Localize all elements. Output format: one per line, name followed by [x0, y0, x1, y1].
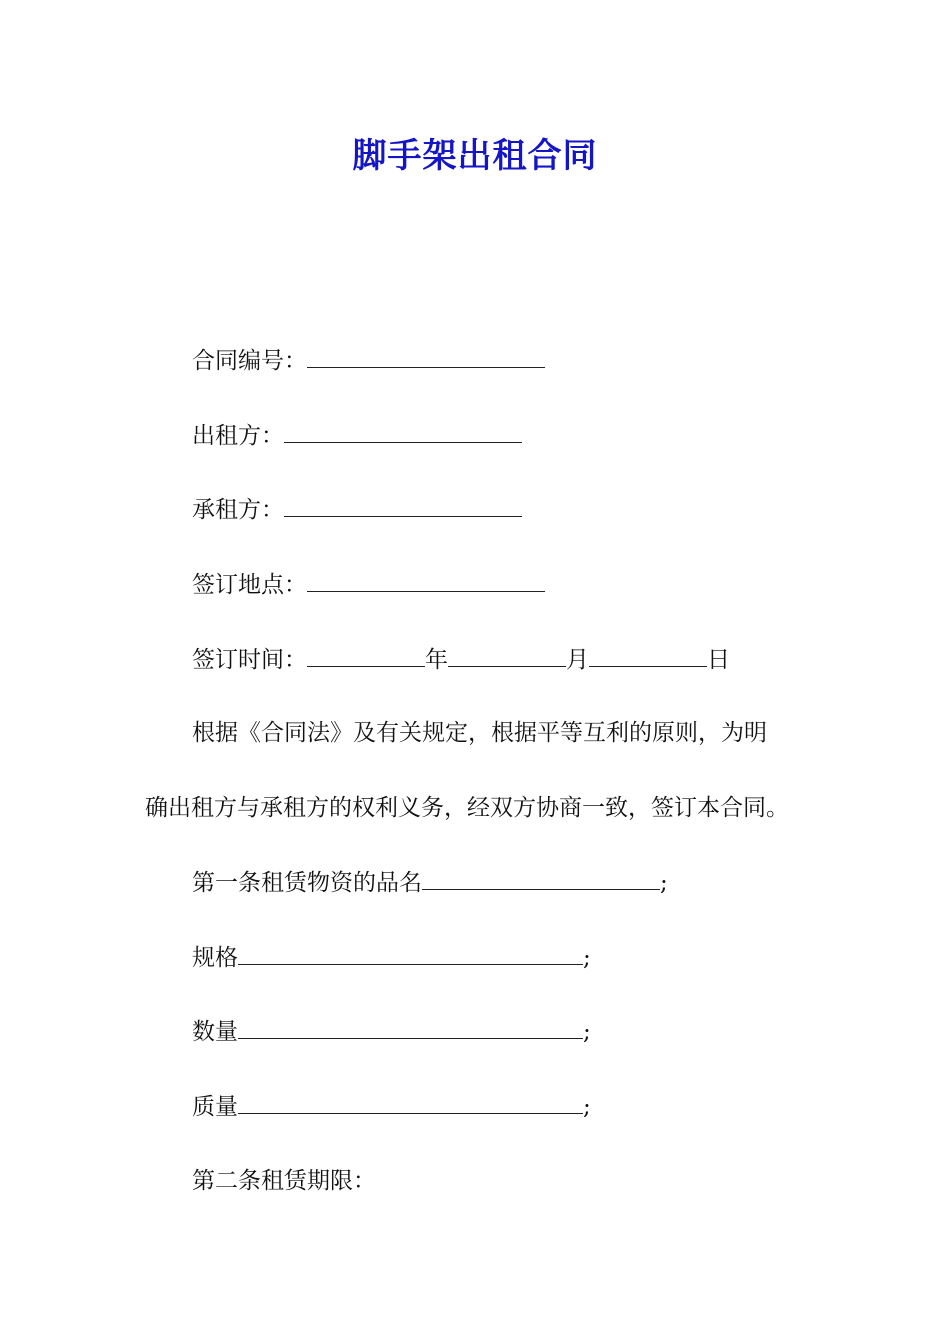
lessor-blank [284, 420, 522, 443]
article1-name-blank [422, 867, 660, 890]
article1-quality-label: 质量 [192, 1094, 238, 1120]
article1-spec-label: 规格 [192, 945, 238, 971]
signing-place-blank [307, 569, 545, 592]
article1-quantity-label: 数量 [192, 1019, 238, 1045]
intro-line-1: 根据《合同法》及有关规定，根据平等互利的原则，为明 [192, 720, 767, 746]
article1-quality-end: ; [583, 1094, 591, 1120]
article1-name-label: 第一条租赁物资的品名 [192, 870, 422, 896]
article1-quality-line [192, 1091, 591, 1122]
article1-spec-blank [238, 942, 583, 965]
lessor-label: 出租方： [192, 423, 284, 449]
article1-spec-line [192, 942, 591, 973]
signing-place-line [192, 569, 545, 600]
signing-time-label: 签订时间： [192, 647, 307, 673]
article1-name-line [192, 867, 668, 898]
contract-number-label: 合同编号： [192, 348, 307, 374]
article1-quantity-end: ; [583, 1019, 591, 1045]
month-label: 月 [566, 647, 589, 673]
article1-quantity-blank [238, 1016, 583, 1039]
lessee-blank [284, 494, 522, 517]
signing-place-label: 签订地点： [192, 572, 307, 598]
contract-number-line [192, 345, 545, 376]
lessee-label: 承租方： [192, 497, 284, 523]
day-label: 日 [707, 647, 730, 673]
signing-time-line [192, 644, 730, 675]
article1-spec-end: ; [583, 945, 591, 971]
year-blank [307, 644, 425, 667]
article1-quantity-line [192, 1016, 591, 1047]
lessor-line [192, 420, 522, 451]
day-blank [589, 644, 707, 667]
document-title: 脚手架出租合同 [352, 136, 598, 176]
article2-title: 第二条租赁期限： [192, 1168, 376, 1194]
intro-line-2: 确出租方与承租方的权利义务，经双方协商一致，签订本合同。 [145, 795, 789, 821]
year-label: 年 [425, 647, 448, 673]
lessee-line [192, 494, 522, 525]
contract-number-blank [307, 345, 545, 368]
article1-quality-blank [238, 1091, 583, 1114]
article1-name-end: ; [660, 870, 668, 896]
month-blank [448, 644, 566, 667]
